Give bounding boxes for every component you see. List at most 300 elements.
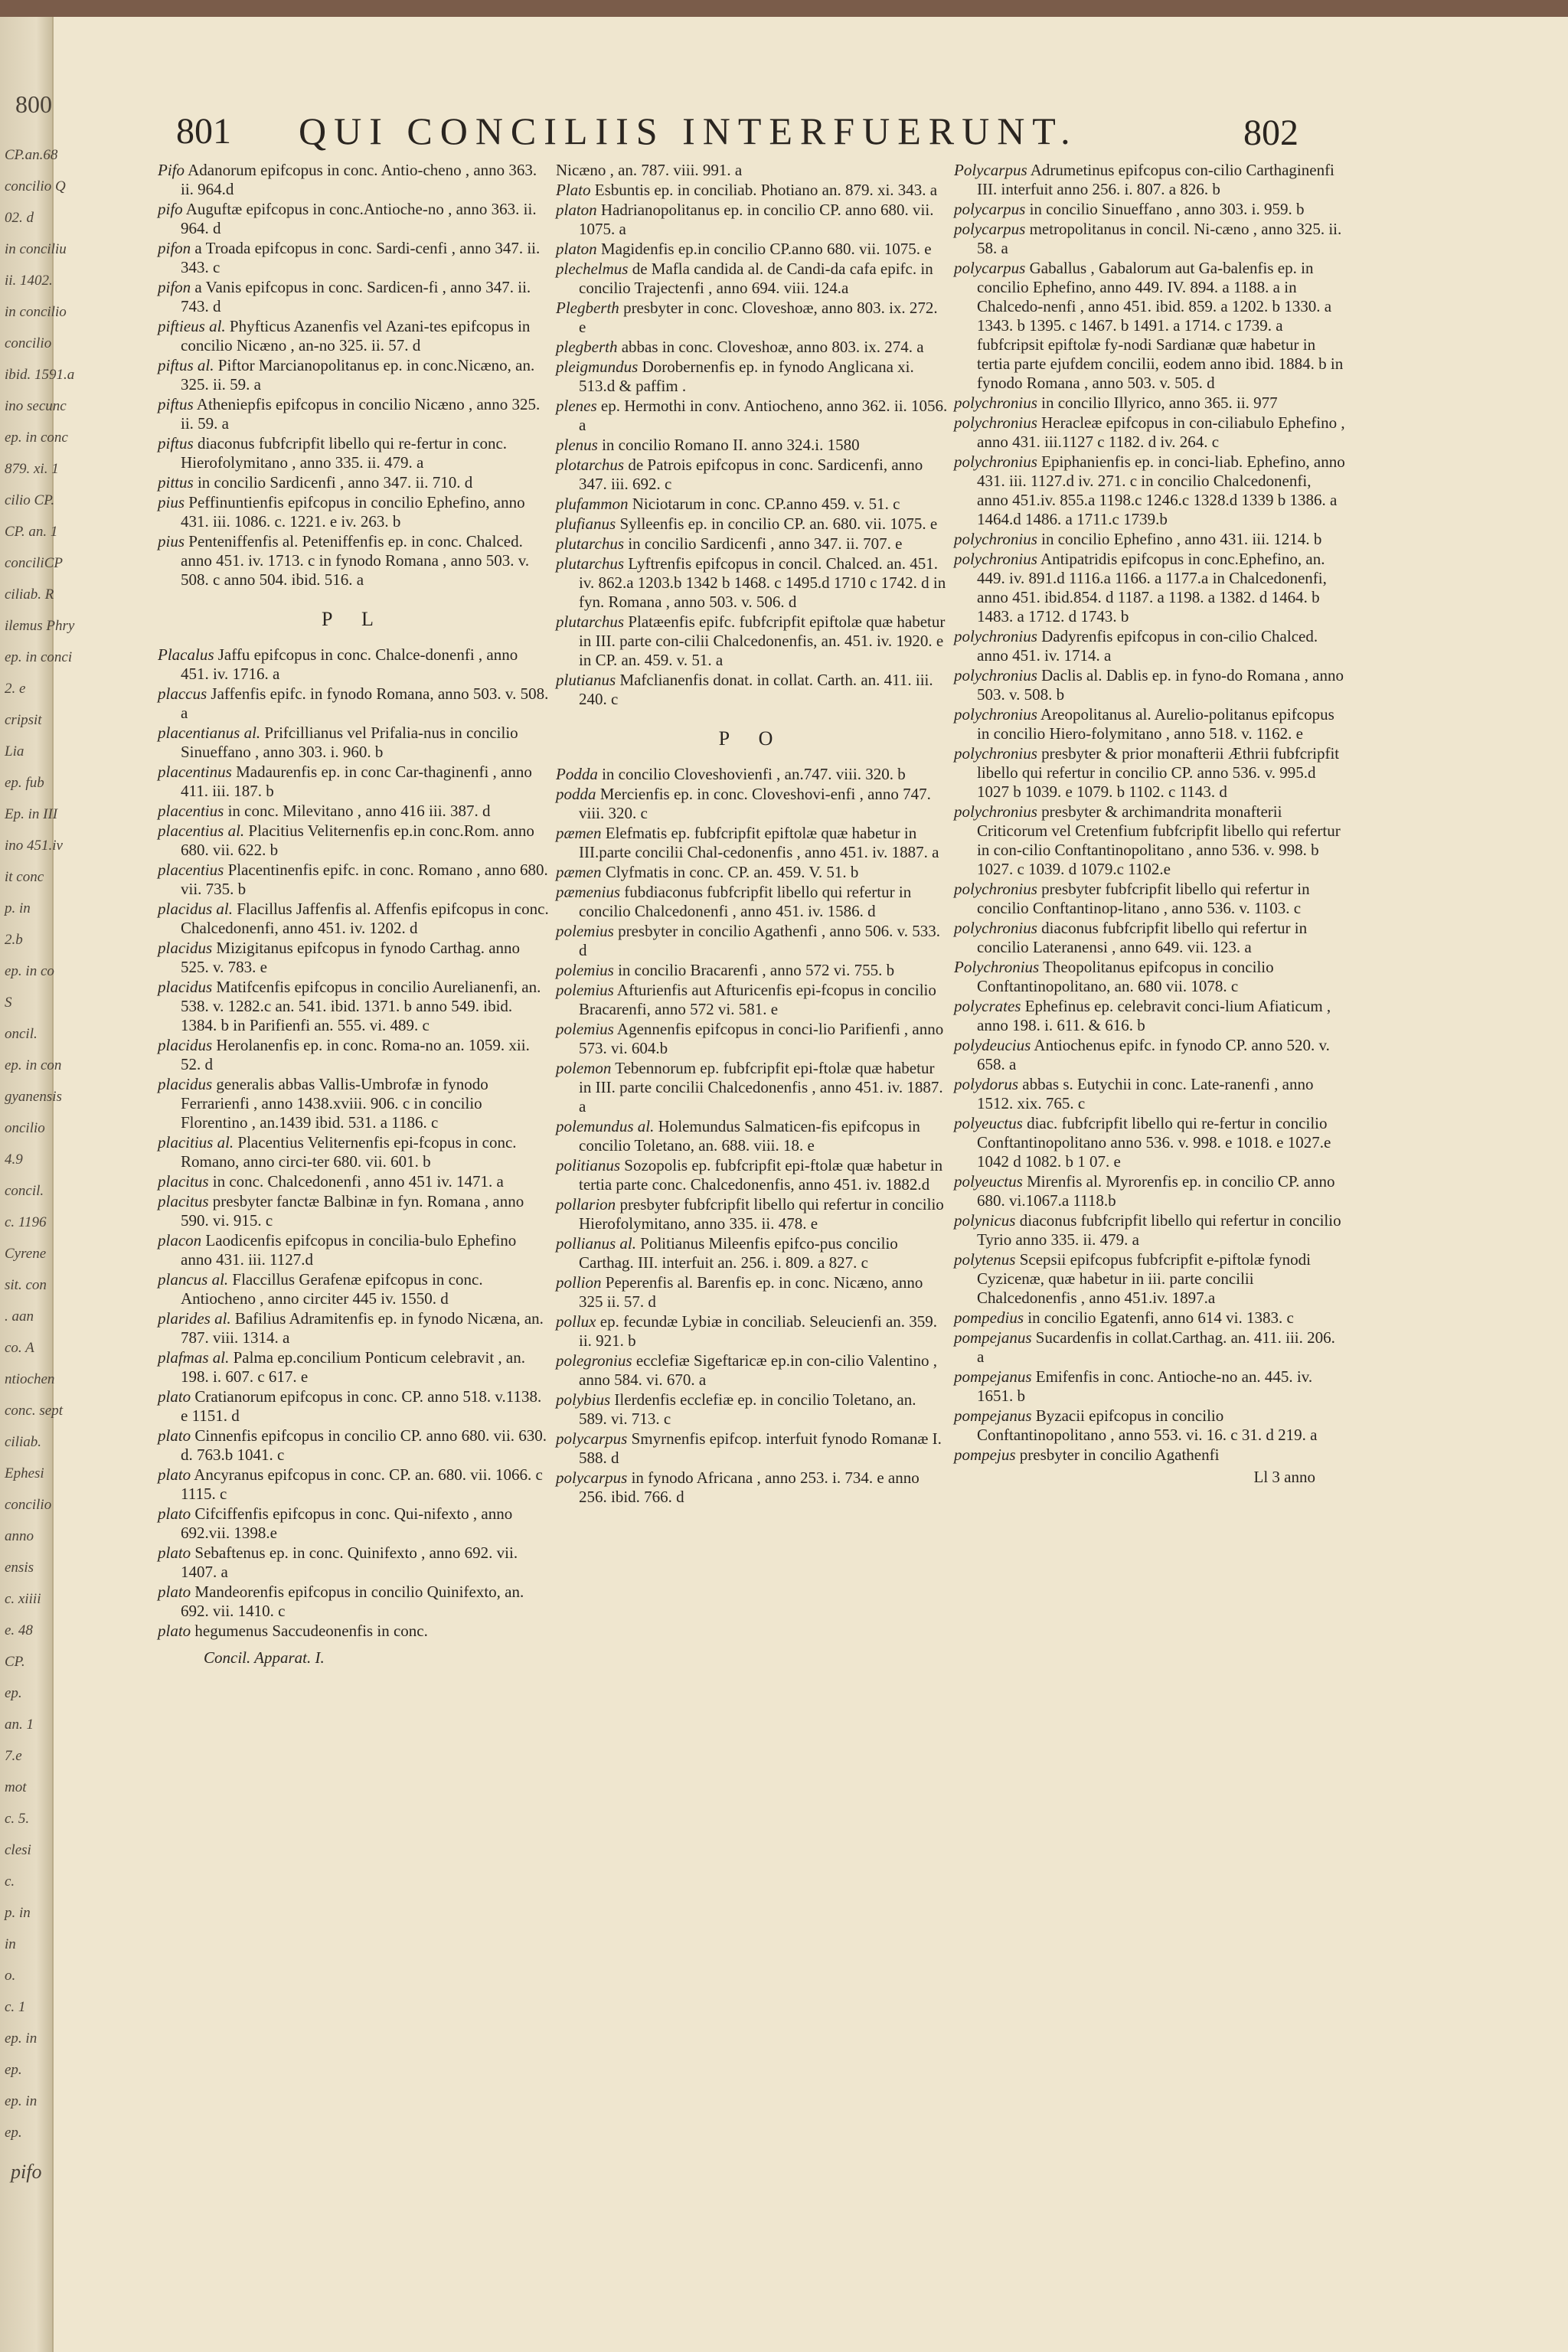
facing-page-fragment: CP.: [5, 1654, 25, 1670]
entry-headword: placentinus: [158, 763, 232, 781]
index-entry: [954, 1367, 1346, 1406]
entry-text: Mizigitanus epifcopus in fynodo Carthag. anno 525. v. 783. e: [181, 939, 521, 976]
entry-headword: polyeuctus: [954, 1114, 1023, 1132]
entry-headword: plegberth: [556, 338, 618, 356]
index-entry: [556, 397, 948, 435]
entry-text: diaconus fubfcripfit libello qui refertur in concilio Lateranensi , anno 649. vii. 123. a: [977, 919, 1308, 956]
entry-text: Mandeorenfis epifcopus in concilio Quinifexto, an. 692. vii. 1410. c: [181, 1583, 524, 1620]
entry-headword: pifon: [158, 239, 191, 257]
facing-page-fragment: ntiochen: [5, 1371, 55, 1387]
entry-text: Matifcenfis epifcopus in concilio Aurelianenfi, an. 538. v. 1282.c an. 541. ibid. 1371. b anno 549. ibid. 1384. b in Parifienfi an. 555. vi. 489. c: [181, 978, 541, 1034]
entry-text: presbyter in conc. Cloveshoæ, anno 803. ix. 272. e: [579, 299, 938, 336]
entry-headword: polycarpus: [954, 220, 1026, 238]
facing-page-fragment: c. 5.: [5, 1811, 30, 1827]
entry-headword: Plato: [556, 181, 591, 199]
facing-page-fragment: in: [5, 1936, 16, 1952]
index-entry: [954, 705, 1346, 743]
entry-headword: plenes: [556, 397, 597, 415]
entry-text: Penteniffenfis al. Peteniffenfis ep. in conc. Chalced. anno 451. iv. 1713. c in fynodo Romana , anno 503. v. 508. c anno 504. ibid. 516. a: [181, 532, 530, 589]
index-entry: [556, 1273, 948, 1312]
facing-page-fragment: clesi: [5, 1842, 31, 1858]
index-entry: [954, 394, 1346, 413]
entry-text: Antipatridis epifcopus in conc.Ephefino, an. 449. iv. 891.d 1116.a 1166. a 1177.a in Chalcedonenfi, anno 451. ibid.854. d 1187. a 1198. a 1382. d 1464. b 1483. a 1712. d 1743. b: [977, 550, 1327, 626]
entry-text: abbas s. Eutychii in conc. Late-ranenfi , anno 1512. xix. 765. c: [977, 1075, 1314, 1112]
entry-text: Emifenfis in conc. Antioche-no an. 445. iv. 1651. b: [977, 1367, 1313, 1405]
index-entry: [158, 822, 550, 860]
index-entry: [556, 554, 948, 612]
index-entry: [158, 1172, 550, 1191]
facing-page-fragment: 2.b: [5, 932, 23, 948]
entry-text: Adanorum epifcopus in conc. Antio-cheno , anno 363. ii. 964.d: [181, 161, 537, 198]
index-entry: [556, 785, 948, 823]
entry-text: abbas in conc. Cloveshoæ, anno 803. ix. 274. a: [621, 338, 924, 356]
entry-headword: pius: [158, 493, 185, 511]
entry-headword: polychronius: [954, 802, 1037, 821]
entry-headword: plufammon: [556, 495, 629, 513]
index-entry: [158, 395, 550, 433]
index-entry: [556, 1312, 948, 1351]
index-entry: [954, 1172, 1346, 1210]
running-title: QUI CONCILIIS INTERFUERUNT.: [299, 109, 1078, 152]
entry-text: metropolitanus in concil. Ni-cæno , anno 325. ii. 58. a: [977, 220, 1342, 257]
facing-page-fragment: . aan: [5, 1308, 34, 1325]
entry-text: Flacillus Jaffenfis al. Affenfis epifcopus in conc. Chalcedonenfi, anno 451. iv. 1202. d: [181, 900, 549, 937]
entry-text: ep. fecundæ Lybiæ in conciliab. Seleucienfi an. 359. ii. 921. b: [579, 1312, 938, 1350]
entry-text: de Patrois epifcopus in conc. Sardicenfi, anno 347. iii. 692. c: [579, 456, 923, 493]
index-entry: [954, 1036, 1346, 1074]
entry-text: presbyter fanctæ Balbinæ in fyn. Romana , anno 590. vi. 915. c: [181, 1192, 524, 1230]
index-entry: [158, 1544, 550, 1582]
entry-headword: polybius: [556, 1390, 611, 1409]
facing-page-fragment: concil.: [5, 1183, 44, 1199]
facing-page-fragment: cilio CP.: [5, 492, 55, 508]
entry-headword: Plegberth: [556, 299, 619, 317]
entry-text: a Troada epifcopus in conc. Sardi-cenfi , anno 347. ii. 343. c: [181, 239, 541, 276]
entry-headword: placidus: [158, 1075, 213, 1093]
entry-headword: pifon: [158, 278, 191, 296]
entry-headword: plutianus: [556, 671, 616, 689]
index-entry: [954, 1250, 1346, 1308]
entry-text: Jaffu epifcopus in conc. Chalce-donenfi , anno 451. iv. 1716. a: [181, 645, 518, 683]
entry-text: Theopolitanus epifcopus in concilio Conftantinopolitano, an. 680 vii. 1078. c: [977, 958, 1274, 995]
entry-text: presbyter & prior monafterii Æthrii fubfcripfit libello qui refertur in concilio CP. anno 536. v. 995.d 1027 b 1039. e 1079. b 1102. c 1143. d: [977, 744, 1340, 801]
entry-headword: piftus: [158, 434, 194, 452]
facing-page-fragment: an. 1: [5, 1717, 34, 1733]
entry-headword: polychronius: [954, 627, 1037, 645]
index-entry: [556, 1195, 948, 1233]
facing-page-fragment: in conciliu: [5, 241, 67, 257]
entry-text: diaconus fubfcripfit libello qui re-fertur in conc. Hierofolymitano , anno 335. ii. 479. a: [181, 434, 508, 472]
entry-text: in concilio Sardicenfi , anno 347. ii. 710. d: [197, 473, 473, 492]
index-entry: [556, 1234, 948, 1272]
entry-headword: plato: [158, 1426, 191, 1445]
index-entry: [556, 456, 948, 494]
entry-headword: polemius: [556, 961, 614, 979]
index-entry: [954, 1211, 1346, 1250]
entry-text: Niciotarum in conc. CP.anno 459. v. 51. c: [632, 495, 900, 513]
entry-headword: piftieus al.: [158, 317, 226, 335]
index-entry: [954, 161, 1346, 199]
facing-page-fragment: S: [5, 995, 12, 1011]
index-entry: [556, 1351, 948, 1390]
entry-text: presbyter in concilio Agathenfi: [1019, 1446, 1220, 1464]
entry-headword: plato: [158, 1387, 191, 1406]
facing-page-fragment: anno: [5, 1528, 34, 1544]
entry-text: Cinnenfis epifcopus in concilio CP. anno 680. vii. 630. d. 763.b 1041. c: [181, 1426, 547, 1464]
entry-text: Byzacii epifcopus in concilio Conftantinopolitano , anno 553. vi. 16. c 31. d 219. a: [977, 1406, 1318, 1444]
index-entry: [158, 356, 550, 394]
facing-page-fragment: o.: [5, 1968, 16, 1984]
entry-headword: polychronius: [954, 550, 1037, 568]
index-entry: [954, 452, 1346, 529]
entry-text: Mafclianenfis donat. in collat. Carth. an. 411. iii. 240. c: [579, 671, 933, 708]
entry-headword: plarides al.: [158, 1309, 231, 1328]
entry-text: diac. fubfcripfit libello qui re-fertur in concilio Conftantinopolitano anno 536. v. 998. e 1018. e 1027.e 1042 d 1082. b 1 07. e: [977, 1114, 1331, 1171]
facing-page-fragment: 7.e: [5, 1748, 22, 1764]
index-entry: [158, 1426, 550, 1465]
entry-text: Hadrianopolitanus ep. in concilio CP. anno 680. vii. 1075. a: [579, 201, 934, 238]
entry-text: Cifciffenfis epifcopus in conc. Qui-nifexto , anno 692.vii. 1398.e: [181, 1504, 513, 1542]
signature-marks: Ll 3 anno: [1253, 1468, 1315, 1486]
facing-page-fragment: ensis: [5, 1560, 34, 1576]
entry-text: Scepsii epifcopus fubfcripfit e-piftolæ fynodi Cyzicenæ, quæ habetur in iii. parte concilii Chalcedonenfis , anno 451.iv. 1897.a: [977, 1250, 1311, 1307]
entry-headword: plato: [158, 1622, 191, 1640]
index-entry: [556, 765, 948, 784]
entry-text: Placentinenfis epifc. in conc. Romano , anno 680. vii. 735. b: [181, 861, 548, 898]
facing-page-fragment: c.: [5, 1873, 15, 1890]
entry-headword: Polycarpus: [954, 161, 1027, 179]
entry-text: Nicæno , an. 787. viii. 991. a: [556, 161, 743, 179]
index-entry: [556, 1117, 948, 1155]
entry-headword: plato: [158, 1544, 191, 1562]
index-entry: [158, 278, 550, 316]
entry-text: Politianus Mileenfis epifco-pus concilio Carthag. III. interfuit an. 256. i. 809. a 827. c: [579, 1234, 898, 1272]
entry-text: in concilio Egatenfi, anno 614 vi. 1383. c: [1027, 1308, 1294, 1327]
entry-headword: polychronius: [954, 530, 1037, 548]
facing-page-folio: 800: [15, 90, 52, 118]
entry-text: in conc. Milevitano , anno 416 iii. 387. d: [227, 802, 491, 820]
facing-page-fragment: ep.: [5, 2062, 22, 2078]
entry-headword: plafmas al.: [158, 1348, 230, 1367]
index-entry: [954, 413, 1346, 452]
entry-headword: polemon: [556, 1059, 612, 1077]
index-entry: [954, 259, 1346, 393]
entry-text: Platæenfis epifc. fubfcripfit epiftolæ quæ habetur in III. parte con-cilii Chalcedonenfis, an. 451. iv. 1920. e in CP. an. 459. v. 51. a: [579, 612, 946, 669]
facing-page-fragment: c. 1: [5, 1999, 26, 2015]
entry-text: a Vanis epifcopus in conc. Sardicen-fi , anno 347. ii. 743. d: [181, 278, 531, 315]
index-entry: [556, 824, 948, 862]
signature-note: Concil. Apparat. I.: [204, 1648, 325, 1667]
index-entry: [556, 922, 948, 960]
entry-headword: pius: [158, 532, 185, 550]
index-entry: [954, 880, 1346, 918]
entry-text: in concilio Ephefino , anno 431. iii. 1214. b: [1041, 530, 1322, 548]
entry-headword: polydeucius: [954, 1036, 1031, 1054]
index-entry: [556, 671, 948, 709]
entry-text: Sozopolis ep. fubfcripfit epi-ftolæ quæ habetur in tertia parte conc. Chalcedonenfis, anno 451. iv. 1882.d: [579, 1156, 943, 1194]
top-edge-band: [0, 0, 1568, 17]
entry-headword: pompejanus: [954, 1367, 1032, 1386]
entry-headword: podda: [556, 785, 596, 803]
entry-headword: polychronius: [954, 744, 1037, 763]
facing-page-fragment: concilio Q: [5, 178, 66, 194]
entry-headword: Placalus: [158, 645, 214, 664]
entry-headword: plato: [158, 1583, 191, 1601]
facing-page-fragment: oncilio: [5, 1120, 45, 1136]
facing-page-fragment: ep. in co: [5, 963, 54, 979]
entry-headword: plutarchus: [556, 612, 625, 631]
entry-text: Smyrnenfis epifcop. interfuit fynodo Romanæ I. 588. d: [579, 1429, 942, 1467]
entry-headword: pæmen: [556, 863, 602, 881]
entry-headword: polyeuctus: [954, 1172, 1023, 1191]
entry-text: Prifcillianus vel Prifalia-nus in concilio Sinueffano , anno 303. i. 960. b: [181, 724, 518, 761]
entry-headword: polychronius: [954, 880, 1037, 898]
entry-headword: plancus al.: [158, 1270, 229, 1289]
facing-page-fragment: ep. in: [5, 2093, 38, 2109]
index-entry: [158, 645, 550, 684]
facing-page-fragment: e. 48: [5, 1622, 33, 1638]
facing-page-fragment: ep. fub: [5, 775, 44, 791]
entry-text: Areopolitanus al. Aurelio-politanus epifcopus in concilio Hiero-folymitano , anno 518. v. 1162. e: [977, 705, 1334, 743]
facing-page-fragment: 4.9: [5, 1152, 23, 1168]
index-entry: [158, 1504, 550, 1543]
facing-page-fragment: ino 451.iv: [5, 838, 63, 854]
entry-text: Cratianorum epifcopus in conc. CP. anno 518. v.1138. e 1151. d: [181, 1387, 542, 1425]
entry-headword: polycarpus: [556, 1468, 628, 1487]
facing-page-fragment: ep.: [5, 1685, 22, 1701]
entry-headword: platon: [556, 201, 597, 219]
index-entry: [158, 978, 550, 1035]
entry-text: hegumenus Saccudeonenfis in conc.: [194, 1622, 428, 1640]
index-entry: [954, 802, 1346, 879]
index-entry: [158, 684, 550, 723]
index-entry: [158, 1583, 550, 1621]
entry-text: Heracleæ epifcopus in con-ciliabulo Ephefino , anno 431. iii.1127 c 1182. d iv. 264. c: [977, 413, 1345, 451]
entry-text: Clyfmatis in conc. CP. an. 459. V. 51. b: [605, 863, 859, 881]
section-heading: P L: [322, 608, 386, 630]
index-entry: [954, 958, 1346, 996]
entry-headword: polycarpus: [556, 1429, 628, 1448]
entry-text: Dadyrenfis epifcopus in con-cilio Chalced. anno 451. iv. 1714. a: [977, 627, 1318, 665]
index-entry: [556, 495, 948, 514]
entry-headword: piftus: [158, 395, 194, 413]
entry-text: Flaccillus Gerafenæ epifcopus in conc. Antiocheno , anno circiter 445 iv. 1550. d: [181, 1270, 483, 1308]
facing-page-fragment: 879. xi. 1: [5, 461, 59, 477]
entry-headword: placitus: [158, 1192, 209, 1210]
index-entry: [158, 200, 550, 238]
entry-text: Jaffenfis epifc. in fynodo Romana, anno 503. v. 508. a: [181, 684, 549, 722]
index-entry: [954, 666, 1346, 704]
entry-text: Tebennorum ep. fubfcripfit epi-ftolæ quæ habetur in III. parte concilii Chalcedonenfis , anno 451. iv. 1887. a: [579, 1059, 943, 1116]
index-entry: [158, 532, 550, 590]
entry-headword: pollarion: [556, 1195, 616, 1214]
entry-text: Madaurenfis ep. in conc Car-thaginenfi , anno 411. iii. 187. b: [181, 763, 532, 800]
entry-headword: polynicus: [954, 1211, 1016, 1230]
index-entry: [158, 1075, 550, 1132]
entry-text: Ilerdenfis ecclefiæ ep. in concilio Toletano, an. 589. vi. 713. c: [579, 1390, 916, 1428]
entry-text: in concilio Bracarenfi , anno 572 vi. 755. b: [618, 961, 895, 979]
facing-page-catchword: pifo: [11, 2161, 42, 2183]
facing-page-fragment: it conc: [5, 869, 44, 885]
facing-page-fragment: oncil.: [5, 1026, 38, 1042]
index-entry: [556, 514, 948, 534]
entry-headword: pæmenius: [556, 883, 620, 901]
entry-headword: placidus: [158, 939, 213, 957]
entry-headword: pollux: [556, 1312, 596, 1331]
entry-headword: placentius: [158, 861, 224, 879]
entry-text: in concilio Cloveshovienfi , an.747. viii. 320. b: [602, 765, 906, 783]
index-entry: [158, 1036, 550, 1074]
entry-text: in concilio Sardicenfi , anno 347. ii. 707. e: [628, 534, 903, 553]
facing-page-fragment: Lia: [5, 743, 24, 760]
entry-headword: pollianus al.: [556, 1234, 637, 1253]
index-entry: [556, 358, 948, 396]
entry-headword: pompejanus: [954, 1406, 1032, 1425]
entry-text: Herolanenfis ep. in conc. Roma-no an. 1059. xii. 52. d: [181, 1036, 530, 1073]
entry-text: presbyter & archimandrita monafterii Criticorum vel Cretenfium fubfcripfit libello qui refertur in con-cilio Conftantinopolitano , anno 536. v. 998. b 1027. c 1039. d 1079.c 1102.e: [977, 802, 1341, 878]
index-entry: [158, 1133, 550, 1171]
entry-headword: plufianus: [556, 514, 616, 533]
entry-headword: polycarpus: [954, 200, 1026, 218]
index-entry: [158, 493, 550, 531]
facing-page-fragment: ciliab. R: [5, 586, 54, 603]
entry-text: Mirenfis al. Myrorenfis ep. in concilio CP. anno 680. vi.1067.a 1118.b: [977, 1172, 1335, 1210]
index-entry: [954, 627, 1346, 665]
entry-text: ep. Hermothi in conv. Antiocheno, anno 362. ii. 1056. a: [579, 397, 948, 434]
index-entry: [158, 317, 550, 355]
entry-headword: pæmen: [556, 824, 602, 842]
entry-headword: plutarchus: [556, 554, 625, 573]
page: [69, 17, 1568, 2352]
index-entry: [556, 299, 948, 337]
entry-text: Phyfticus Azanenfis vel Azani-tes epifcopus in concilio Nicæno , an-no 325. ii. 57. d: [181, 317, 531, 354]
entry-headword: polemius: [556, 1020, 614, 1038]
entry-headword: platon: [556, 240, 597, 258]
index-entry: [954, 1075, 1346, 1113]
entry-text: in concilio Illyrico, anno 365. ii. 977: [1041, 394, 1278, 412]
index-entry: [158, 1622, 550, 1641]
index-entry: [556, 260, 948, 298]
index-entry: [954, 1114, 1346, 1171]
facing-page-fragment: co. A: [5, 1340, 34, 1356]
entry-headword: polegronius: [556, 1351, 632, 1370]
entry-headword: placidus: [158, 1036, 213, 1054]
index-entry: [954, 220, 1346, 258]
entry-headword: plenus: [556, 436, 598, 454]
entry-text: Atheniepfis epifcopus in concilio Nicæno , anno 325. ii. 59. a: [181, 395, 541, 433]
entry-headword: plutarchus: [556, 534, 625, 553]
index-entry: [158, 473, 550, 492]
index-entry: [158, 939, 550, 977]
entry-text: Lyftrenfis epifcopus in concil. Chalced. an. 451. iv. 862.a 1203.b 1342 b 1468. c 1495.d 1710 c 1742. d in fyn. Romana , anno 503. v. 506. d: [579, 554, 946, 611]
entry-headword: plotarchus: [556, 456, 625, 474]
entry-text: Afturienfis aut Afturicenfis epi-fcopus in concilio Bracarenfi, anno 572 vi. 581. e: [579, 981, 936, 1018]
entry-text: ecclefiæ Sigeftaricæ ep.in con-cilio Valentino , anno 584. vi. 670. a: [579, 1351, 938, 1389]
index-entry: [954, 530, 1346, 549]
index-entry: [556, 981, 948, 1019]
entry-text: Peffinuntienfis epifcopus in concilio Ephefino, anno 431. iii. 1086. c. 1221. e iv. 263. b: [181, 493, 525, 531]
entry-text: Auguftæ epifcopus in conc.Antioche-no , anno 363. ii. 964. d: [181, 200, 537, 237]
facing-page-fragment: 02. d: [5, 210, 34, 226]
facing-page-fragment: ino secunc: [5, 398, 67, 414]
facing-page-fragment: ciliab.: [5, 1434, 42, 1450]
entry-headword: pittus: [158, 473, 194, 492]
entry-text: Adrumetinus epifcopus con-cilio Carthaginenfi III. interfuit anno 256. i. 807. a 826. b: [977, 161, 1334, 198]
facing-page-edge: [0, 17, 75, 2352]
entry-text: presbyter in concilio Agathenfi , anno 506. v. 533. d: [579, 922, 940, 959]
facing-page-fragment: in concilio: [5, 304, 67, 320]
entry-text: Mercienfis ep. in conc. Cloveshovi-enfi , anno 747. viii. 320. c: [579, 785, 931, 822]
entry-headword: placcus: [158, 684, 207, 703]
facing-page-fragment: c. 1196: [5, 1214, 47, 1230]
page-number-right: 802: [1243, 113, 1298, 153]
column-1: [158, 161, 550, 1668]
entry-headword: placon: [158, 1231, 202, 1250]
entry-text: in concilio Romano II. anno 324.i. 1580: [602, 436, 860, 454]
entry-headword: placidus: [158, 978, 213, 996]
index-entry: [158, 1270, 550, 1308]
entry-headword: polychronius: [954, 666, 1037, 684]
index-entry: [158, 1231, 550, 1269]
facing-page-fragment: conc. sept: [5, 1403, 63, 1419]
index-entry: [158, 900, 550, 938]
index-entry: [954, 1328, 1346, 1367]
index-entry: [954, 1446, 1346, 1465]
entry-text: in conc. Chalcedonenfi , anno 451 iv. 1471. a: [212, 1172, 504, 1191]
index-entry: [158, 239, 550, 277]
index-entry: [954, 744, 1346, 802]
entry-text: Dorobernenfis ep. in fynodo Anglicana xi. 513.d & paffim .: [579, 358, 914, 395]
entry-text: Antiochenus epifc. in fynodo CP. anno 520. v. 658. a: [977, 1036, 1330, 1073]
entry-text: Sebaftenus ep. in conc. Quinifexto , anno 692. vii. 1407. a: [181, 1544, 518, 1581]
entry-text: Epiphanienfis ep. in conci-liab. Ephefino, anno 431. iii. 1127.d iv. 271. c in concilio Chalcedonenfi, anno 451.iv. 855.a 1198.c 1246.c 1328.d 1339 b 1386. a 1464.d 1486. a 1711.c 1739.b: [977, 452, 1345, 528]
index-entry: [158, 1465, 550, 1504]
index-entry: [556, 1429, 948, 1468]
facing-page-fragment: CP.an.68: [5, 147, 58, 163]
facing-page-fragment: mot: [5, 1779, 27, 1795]
index-entry: [556, 1059, 948, 1116]
entry-headword: polycrates: [954, 997, 1021, 1015]
index-entry: [158, 161, 550, 199]
facing-page-fragment: ilemus Phry: [5, 618, 75, 634]
index-entry: [954, 919, 1346, 957]
entry-headword: pleigmundus: [556, 358, 639, 376]
entry-text: Palma ep.concilium Ponticum celebravit , an. 198. i. 607. c 617. e: [181, 1348, 525, 1386]
index-entry: [556, 1020, 948, 1058]
entry-text: Bafilius Adramitenfis ep. in fynodo Nicæna, an. 787. viii. 1314. a: [181, 1309, 544, 1347]
facing-page-fragment: concilio: [5, 1497, 52, 1513]
facing-page-fragment: sit. con: [5, 1277, 47, 1293]
entry-headword: plechelmus: [556, 260, 629, 278]
entry-headword: polychronius: [954, 705, 1037, 724]
entry-headword: politianus: [556, 1156, 621, 1174]
facing-page-fragment: ep.: [5, 2125, 22, 2141]
entry-headword: pifo: [158, 200, 183, 218]
index-entry: [556, 1156, 948, 1194]
entry-text: Esbuntis ep. in conciliab. Photiano an. 879. xi. 343. a: [594, 181, 938, 199]
facing-page-fragment: gyanensis: [5, 1089, 62, 1105]
entry-text: in concilio Sinueffano , anno 303. i. 959. b: [1029, 200, 1305, 218]
index-entry: [556, 338, 948, 357]
index-entry: [556, 436, 948, 455]
facing-page-fragment: ep. in con: [5, 1057, 62, 1073]
facing-page-fragment: 2. e: [5, 681, 26, 697]
facing-page-fragment: cripsit: [5, 712, 42, 728]
index-entry: [158, 1348, 550, 1387]
facing-page-fragment: ii. 1402.: [5, 273, 53, 289]
entry-text: presbyter fubfcripfit libello qui refertur in concilio Conftantinop-litano , anno 536. v. 1103. c: [977, 880, 1310, 917]
entry-text: Daclis al. Dablis ep. in fyno-do Romana , anno 503. v. 508. b: [977, 666, 1344, 704]
